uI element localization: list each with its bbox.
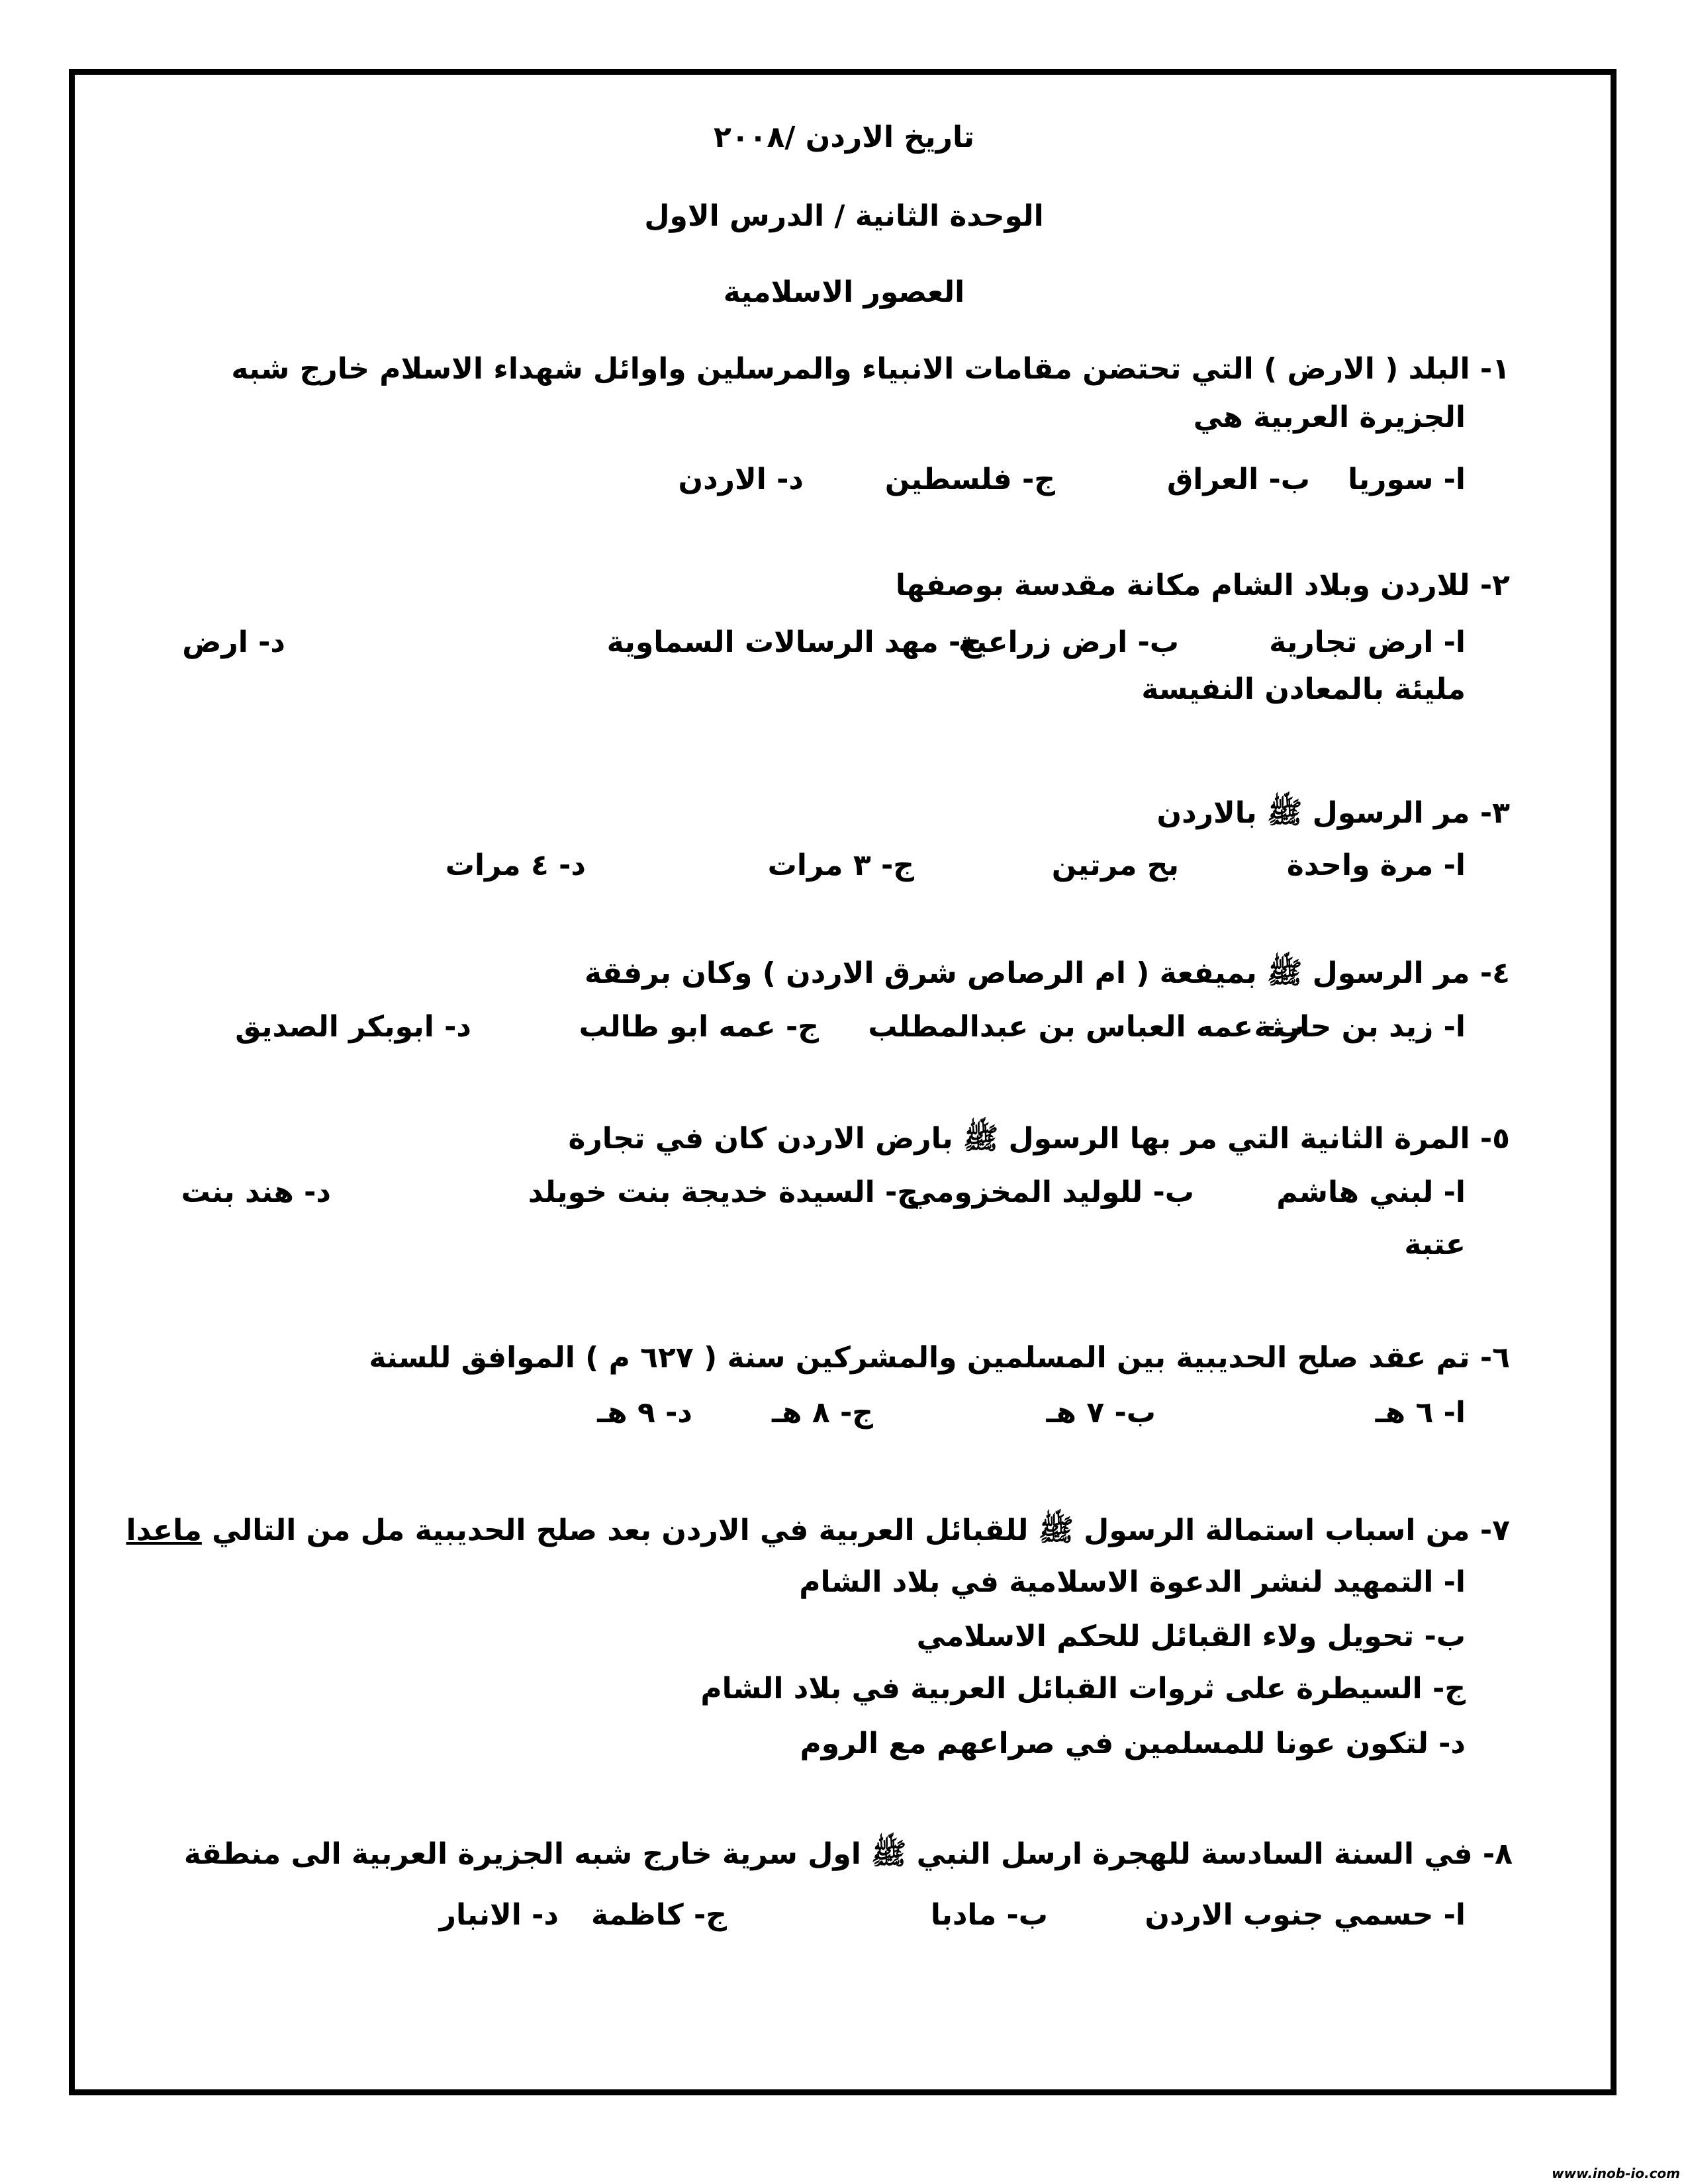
doc-title: تاريخ الاردن /٢٠٠٨ bbox=[713, 120, 975, 154]
question-7-except: ماعدا bbox=[126, 1514, 202, 1547]
q7-option-b: ب- تحويل ولاء القبائل للحكم الاسلامي bbox=[916, 1619, 1466, 1653]
q1-option-c: ج- فلسطين bbox=[884, 463, 1055, 496]
q4-option-d: د- ابوبكر الصديق bbox=[235, 1010, 471, 1044]
q6-option-c: ج- ٨ هـ bbox=[771, 1396, 873, 1430]
q5-option-a: ا- لبني هاشم bbox=[1276, 1175, 1466, 1209]
q3-option-a: ا- مرة واحدة bbox=[1286, 848, 1466, 882]
q8-option-d: د- الانبار bbox=[439, 1898, 559, 1932]
question-7 bbox=[126, 1511, 1510, 1551]
q2-option-b: ب- ارض زراعية bbox=[958, 625, 1179, 659]
q7-option-c: ج- السيطرة على ثروات القبائل العربية في بلاد الشام bbox=[700, 1672, 1466, 1706]
q5-option-d: د- هند بنت bbox=[181, 1175, 331, 1209]
footer-url: www.inob-io.com bbox=[1552, 2165, 1680, 2181]
q3-option-c: ج- ٣ مرات bbox=[767, 848, 914, 882]
q6-option-d: د- ٩ هـ bbox=[597, 1396, 692, 1430]
q8-option-b: ب- مادبا bbox=[930, 1898, 1048, 1932]
question-3: ٣- مر الرسول ﷺ بالاردن bbox=[1156, 796, 1510, 830]
question-8: ٨- في السنة السادسة للهجرة ارسل النبي ﷺ اول سرية خارج شبه الجزيرة العربية الى منطقة bbox=[183, 1837, 1513, 1871]
q8-option-c: ج- كاظمة bbox=[590, 1898, 727, 1932]
q6-option-a: ا- ٦ هـ bbox=[1375, 1396, 1466, 1430]
q2-option-c: ج- مهد الرسالات السماوية bbox=[606, 625, 982, 659]
q2-option-a: ا- ارض تجارية bbox=[1269, 625, 1466, 659]
q5-option-d-cont: عتبة bbox=[1404, 1228, 1466, 1261]
question-6: ٦- تم عقد صلح الحديبية بين المسلمين والمشركين سنة ( ٦٢٧ م ) الموافق للسنة bbox=[369, 1341, 1510, 1375]
q2-option-d-cont: مليئة بالمعادن النفيسة bbox=[1141, 672, 1466, 706]
q8-option-a: ا- حسمي جنوب الاردن bbox=[1145, 1898, 1466, 1932]
question-5: ٥- المرة الثانية التي مر بها الرسول ﷺ بارض الاردن كان في تجارة bbox=[568, 1122, 1510, 1156]
q1-option-b: ب- العراق bbox=[1166, 463, 1310, 496]
q3-option-d: د- ٤ مرات bbox=[445, 848, 586, 882]
q3-option-b: بح مرتين bbox=[1051, 848, 1179, 882]
q6-option-b: ب- ٧ هـ bbox=[1046, 1396, 1156, 1430]
question-2: ٢- للاردن وبلاد الشام مكانة مقدسة بوصفها bbox=[895, 569, 1510, 602]
q5-option-b: ب- للوليد المخزومي bbox=[906, 1175, 1194, 1209]
q2-option-d: د- ارض bbox=[182, 625, 285, 659]
unit-heading: الوحدة الثانية / الدرس الاول bbox=[644, 199, 1044, 233]
q4-option-c: ج- عمه ابو طالب bbox=[579, 1010, 819, 1044]
q4-option-b: ب- عمه العباس بن عبدالمطلب bbox=[868, 1010, 1305, 1044]
q4-option-a: ا- زيد بن حارثة bbox=[1254, 1010, 1466, 1044]
q7-option-d: د- لتكون عونا للمسلمين في صراعهم مع الروم bbox=[800, 1727, 1466, 1760]
question-1-cont: الجزيرة العربية هي bbox=[1193, 400, 1466, 434]
question-4: ٤- مر الرسول ﷺ بميفعة ( ام الرصاص شرق الاردن ) وكان برفقة bbox=[585, 956, 1510, 990]
q1-option-a: ا- سوريا bbox=[1348, 463, 1466, 496]
q5-option-c: ج- السيدة خديجة بنت خويلد bbox=[528, 1175, 918, 1209]
q7-option-a: ا- التمهيد لنشر الدعوة الاسلامية في بلاد الشام bbox=[799, 1565, 1466, 1599]
question-1: ١- البلد ( الارض ) التي تحتضن مقامات الانبياء والمرسلين واوائل شهداء الاسلام خارج شبه bbox=[231, 352, 1510, 386]
question-7-text: ٧- من اسباب استمالة الرسول ﷺ للقبائل العربية في الاردن بعد صلح الحديبية مل من التالي bbox=[212, 1514, 1510, 1547]
q1-option-d: د- الاردن bbox=[678, 463, 804, 496]
topic-heading: العصور الاسلامية bbox=[723, 275, 965, 309]
